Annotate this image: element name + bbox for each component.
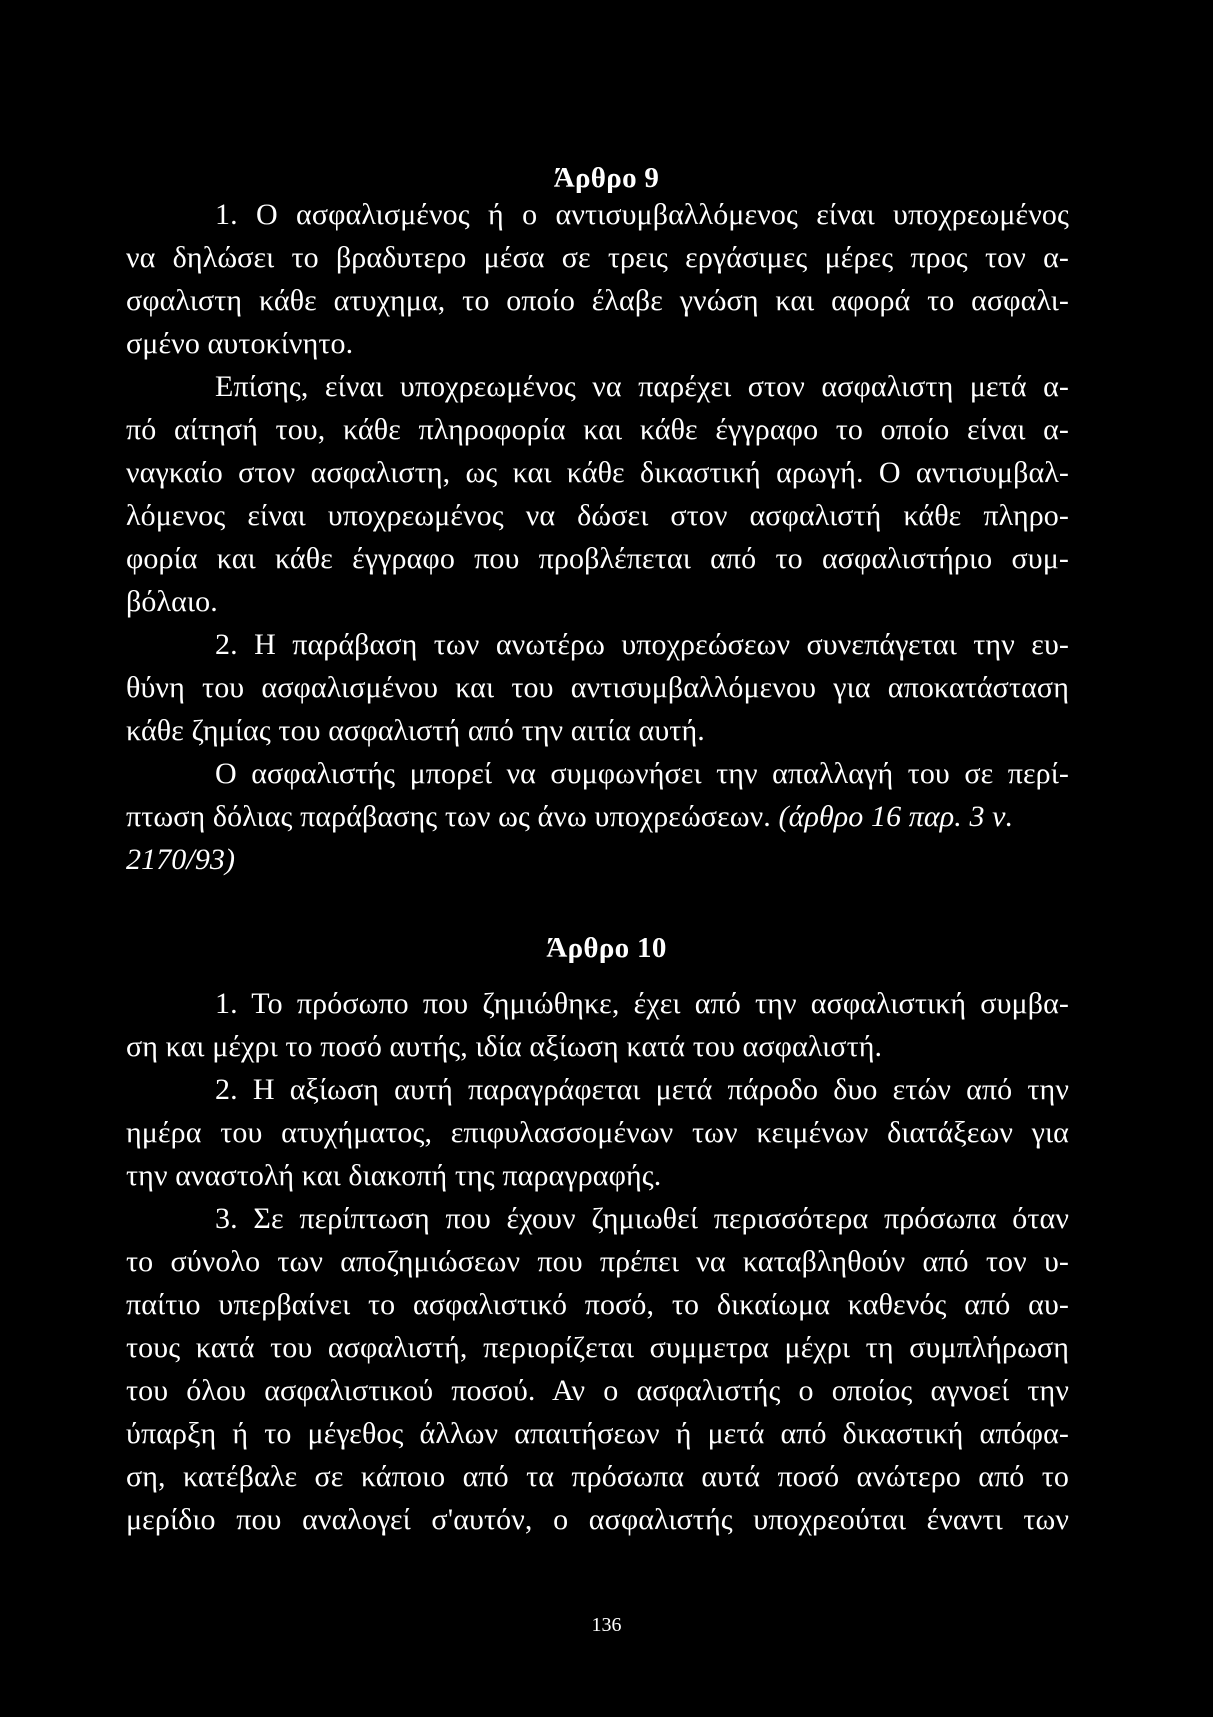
article-10-line: μερίδιο που αναλογεί σ'αυτόν, ο ασφαλιστής υποχρεούται έναντι των [126,1503,1069,1536]
article-10-line: τους κατά του ασφαλιστή, περιορίζεται συμμετρα μέχρι τη συμπλήρωση [126,1331,1069,1364]
legal-citation-continued: 2170/93) [126,843,236,876]
article-9-line: 1. Ο ασφαλισμένος ή ο αντισυμβαλλόμενος είναι υποχρεωμένος [215,198,1069,231]
article-10-line: 3. Σε περίπτωση που έχουν ζημιωθεί περισσότερα πρόσωπα όταν [215,1202,1069,1235]
article-9-line: σμένο αυτοκίνητο. [126,327,354,360]
article-9-line: 2. Η παράβαση των ανωτέρω υποχρεώσεων συνεπάγεται την ευ- [215,628,1069,661]
article-9-line-text: πτωση δόλιας παράβασης των ως άνω υποχρεώσεων. [126,800,771,833]
article-10-line: ση και μέχρι το ποσό αυτής, ιδία αξίωση κατά του ασφαλιστή. [126,1030,883,1063]
article-9-line: κάθε ζημίας του ασφαλιστή από την αιτία αυτή. [126,714,705,747]
article-9-line: πό αίτησή του, κάθε πληροφορία και κάθε έγγραφο το οποίο είναι α- [126,413,1069,446]
article-10-line: ση, κατέβαλε σε κάποιο από τα πρόσωπα αυτά ποσό ανώτερο από το [126,1460,1069,1493]
article-9-line: σφαλιστη κάθε ατυχημα, το οποίο έλαβε γνώση και αφορά το ασφαλι- [126,284,1069,317]
article-9-line: φορία και κάθε έγγραφο που προβλέπεται από το ασφαλιστήριο συμ- [126,542,1069,575]
article-10-line: ημέρα του ατυχήματος, επιφυλασσομένων των κειμένων διατάξεων για [126,1116,1069,1149]
article-10-line: παίτιο υπερβαίνει το ασφαλιστικό ποσό, το δικαίωμα καθενός από αυ- [126,1288,1069,1321]
article-9-line: βόλαιο. [126,585,218,618]
article-10-line: το σύνολο των αποζημιώσεων που πρέπει να καταβληθούν από τον υ- [126,1245,1069,1278]
article-9-line: Ο ασφαλιστής μπορεί να συμφωνήσει την απαλλαγή του σε περί- [215,757,1069,790]
article-9-line: λόμενος είναι υποχρεωμένος να δώσει στον ασφαλιστή κάθε πληρο- [126,499,1069,532]
article-9-line: θύνη του ασφαλισμένου και του αντισυμβαλλόμενου για αποκατάσταση [126,671,1069,704]
article-10-line: 2. Η αξίωση αυτή παραγράφεται μετά πάροδο δυο ετών από την [215,1073,1069,1106]
article-10-line: ύπαρξη ή το μέγεθος άλλων απαιτήσεων ή μετά από δικαστική απόφα- [126,1417,1069,1450]
legal-citation: (άρθρο 16 παρ. 3 ν. [778,800,1014,833]
article-9-line: να δηλώσει το βραδυτερο μέσα σε τρεις εργάσιμες μέρες προς τον α- [126,241,1069,274]
article-10-line: 1. Το πρόσωπο που ζημιώθηκε, έχει από την ασφαλιστική συμβα- [215,987,1069,1020]
article-9-line: Επίσης, είναι υποχρεωμένος να παρέχει στον ασφαλιστη μετά α- [215,370,1069,403]
article-9-line [126,797,1013,837]
article-10-line: του όλου ασφαλιστικού ποσού. Αν ο ασφαλιστής ο οποίος αγνοεί την [126,1374,1069,1407]
page-number: 136 [591,1614,622,1636]
article-10-heading: Άρθρο 10 [546,932,667,964]
article-9-line: ναγκαίο στον ασφαλιστη, ως και κάθε δικαστική αρωγή. Ο αντισυμβαλ- [126,456,1069,489]
article-9-heading: Άρθρο 9 [553,162,660,194]
article-10-line: την αναστολή και διακοπή της παραγραφής. [126,1159,662,1192]
